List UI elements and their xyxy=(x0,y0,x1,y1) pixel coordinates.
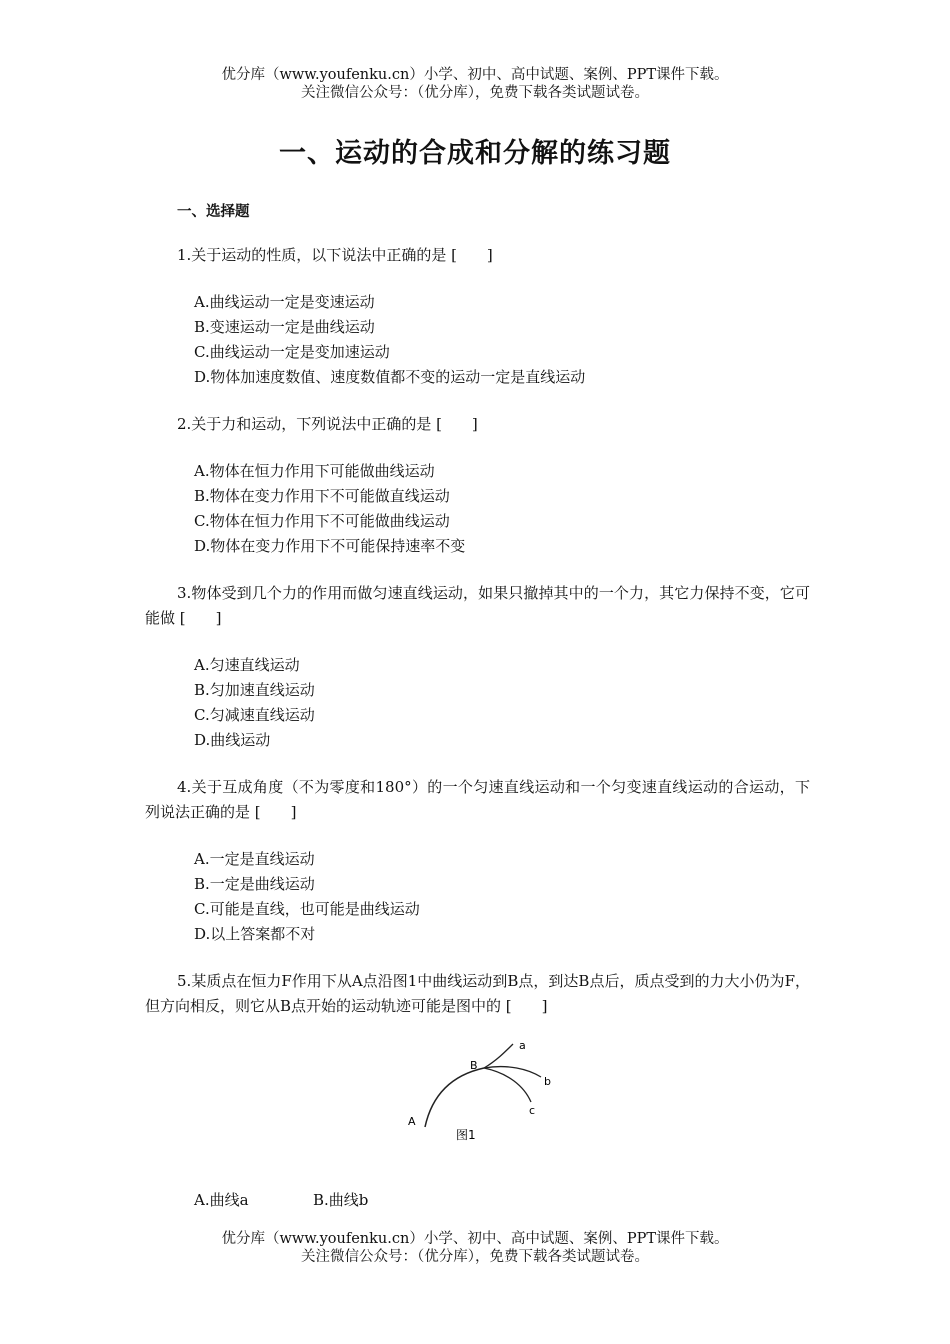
curve-b xyxy=(484,1067,541,1077)
header-line-1: 优分库（www.youfenku.cn）小学、初中、高中试题、案例、PPT课件下载。 xyxy=(221,67,729,83)
option-2a: A.物体在恒力作用下可能做曲线运动 xyxy=(194,462,435,480)
question-5-options xyxy=(194,1188,368,1213)
option-4a: A.一定是直线运动 xyxy=(194,850,315,868)
option-2b: B.物体在变力作用下不可能做直线运动 xyxy=(194,487,450,505)
header-line-2: 关注微信公众号：（优分库），免费下载各类试题试卷。 xyxy=(301,85,649,101)
question-3-stem: 3.物体受到几个力的作用而做匀速直线运动，如果只撤掉其中的一个力，其它力保持不变，它可能做 [ ] xyxy=(145,584,810,627)
question-1-stem: 1.关于运动的性质，以下说法中正确的是 [ ] xyxy=(177,246,493,264)
option-3d: D.曲线运动 xyxy=(194,731,271,749)
label-curve-c: c xyxy=(529,1104,536,1117)
label-point-a: A xyxy=(408,1115,416,1128)
section-heading: 一、选择题 xyxy=(177,203,250,220)
option-4b: B.一定是曲线运动 xyxy=(194,875,315,893)
page-footer xyxy=(0,1230,950,1266)
option-1a: A.曲线运动一定是变速运动 xyxy=(194,293,375,311)
footer-line-1: 优分库（www.youfenku.cn）小学、初中、高中试题、案例、PPT课件下载。 xyxy=(221,1231,729,1247)
curve-a xyxy=(484,1044,513,1068)
figure-1-trajectory-diagram xyxy=(400,1035,560,1145)
option-2d: D.物体在变力作用下不可能保持速率不变 xyxy=(194,537,466,555)
question-1-options xyxy=(194,290,585,390)
page-title: 一、运动的合成和分解的练习题 xyxy=(279,138,671,169)
question-4-options xyxy=(194,847,420,947)
option-5a: A.曲线a xyxy=(194,1191,249,1209)
option-4c: C.可能是直线，也可能是曲线运动 xyxy=(194,900,420,918)
option-5b: B.曲线b xyxy=(313,1191,369,1209)
option-3c: C.匀减速直线运动 xyxy=(194,706,315,724)
figure-caption: 图1 xyxy=(456,1128,476,1142)
question-3-options xyxy=(194,653,315,753)
question-4-stem: 4.关于互成角度（不为零度和180°）的一个匀速直线运动和一个匀变速直线运动的合运动，下列说法正确的是 [ ] xyxy=(145,778,810,821)
question-2-options xyxy=(194,459,465,559)
curve-a-to-b xyxy=(425,1068,484,1127)
option-1b: B.变速运动一定是曲线运动 xyxy=(194,318,375,336)
page-header xyxy=(0,66,950,102)
label-curve-a: a xyxy=(519,1039,526,1052)
option-1c: C.曲线运动一定是变加速运动 xyxy=(194,343,390,361)
footer-line-2: 关注微信公众号：（优分库），免费下载各类试题试卷。 xyxy=(301,1249,649,1265)
option-3b: B.匀加速直线运动 xyxy=(194,681,315,699)
option-3a: A.匀速直线运动 xyxy=(194,656,300,674)
label-point-b: B xyxy=(470,1059,478,1072)
option-2c: C.物体在恒力作用下不可能做曲线运动 xyxy=(194,512,450,530)
question-2-stem: 2.关于力和运动，下列说法中正确的是 [ ] xyxy=(177,415,478,433)
option-1d: D.物体加速度数值、速度数值都不变的运动一定是直线运动 xyxy=(194,368,586,386)
curve-c xyxy=(484,1068,531,1102)
option-4d: D.以上答案都不对 xyxy=(194,925,316,943)
label-curve-b: b xyxy=(544,1075,551,1088)
question-5-stem: 5.某质点在恒力F作用下从A点沿图1中曲线运动到B点，到达B点后，质点受到的力大小仍为F，但方向相反，则它从B点开始的运动轨迹可能是图中的 [ ] xyxy=(145,972,810,1015)
